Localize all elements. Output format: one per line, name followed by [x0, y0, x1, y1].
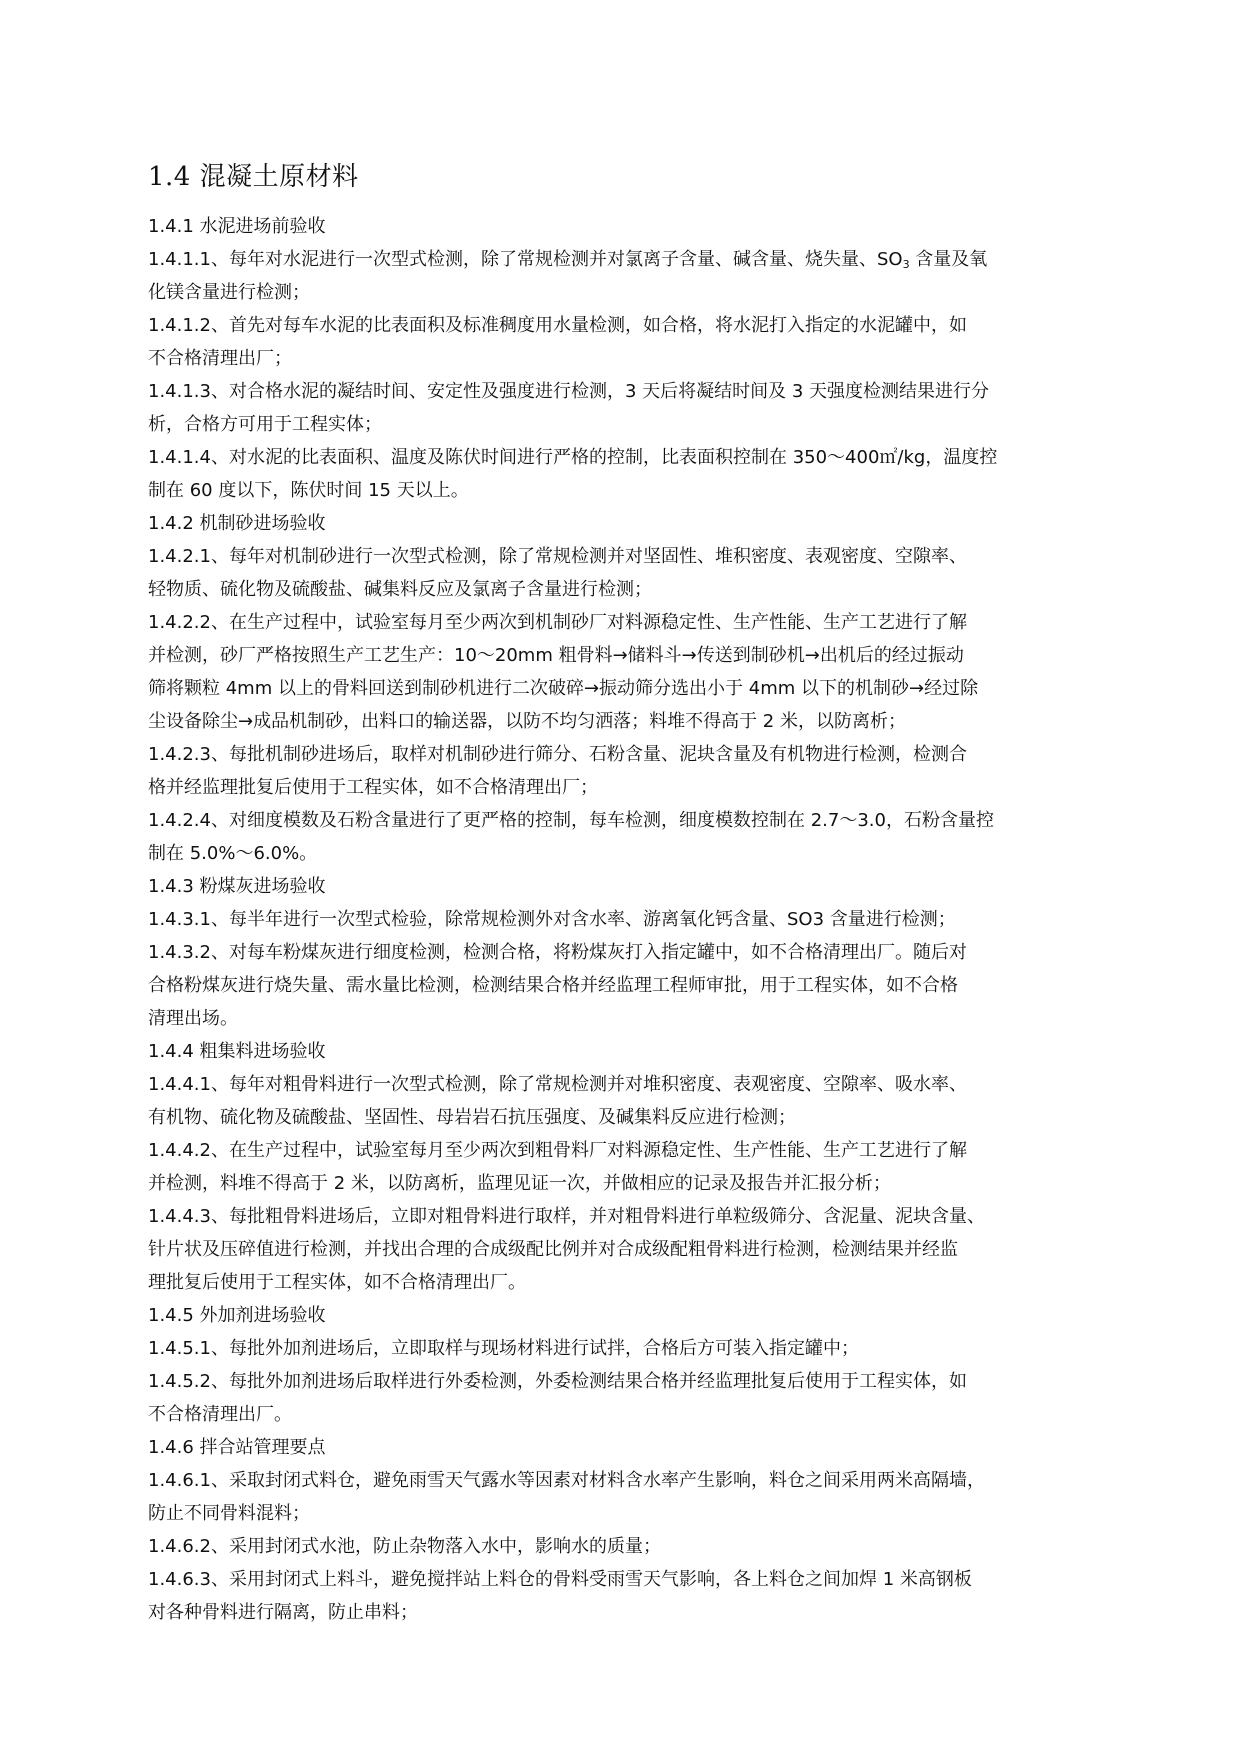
section-heading: 1.4.2 机制砂进场验收: [148, 513, 326, 534]
text-line: 格并经监理批复后使用于工程实体，如不合格清理出厂；: [148, 777, 598, 798]
text-line: 1.4.3.2、对每车粉煤灰进行细度检测，检测合格，将粉煤灰打入指定罐中，如不合格清理出厂。随后对: [148, 942, 967, 963]
text-line: 1.4.1.2、首先对每车水泥的比表面积及标准稠度用水量检测，如合格，将水泥打入指定的水泥罐中，如: [148, 315, 967, 336]
text-line: 化镁含量进行检测；: [148, 282, 310, 303]
text-line: 1.4.2.2、在生产过程中，试验室每月至少两次到机制砂厂对料源稳定性、生产性能、生产工艺进行了解: [148, 612, 967, 633]
document-body: [148, 210, 1142, 1629]
text-line: 清理出场。: [148, 1008, 238, 1029]
section-heading: 1.4.6 拌合站管理要点: [148, 1437, 326, 1458]
text-line: 并检测，砂厂严格按照生产工艺生产：10～20mm 粗骨料→储料斗→传送到制砂机→出机后的经过振动: [148, 645, 964, 666]
text-line: 防止不同骨料混料；: [148, 1503, 310, 1524]
text-line: 1.4.6.2、采用封闭式水池，防止杂物落入水中，影响水的质量；: [148, 1536, 661, 1557]
document-page: [148, 160, 1142, 1629]
text-line: [148, 243, 1142, 276]
text-line: 1.4.4.1、每年对粗骨料进行一次型式检测，除了常规检测并对堆积密度、表观密度、空隙率、吸水率、: [148, 1074, 967, 1095]
text-line: 1.4.1.4、对水泥的比表面积、温度及陈伏时间进行严格的控制，比表面积控制在 350～400㎡/kg，温度控: [148, 447, 998, 468]
text-line: 1.4.4.2、在生产过程中，试验室每月至少两次到粗骨料厂对料源稳定性、生产性能、生产工艺进行了解: [148, 1140, 967, 1161]
text-line: 不合格清理出厂；: [148, 348, 292, 369]
text-line: 尘设备除尘→成品机制砂，出料口的输送器，以防不均匀洒落；料堆不得高于 2 米，以防离析；: [148, 711, 906, 732]
text-line: 筛将颗粒 4mm 以上的骨料回送到制砂机进行二次破碎→振动筛分选出小于 4mm 以下的机制砂→经过除: [148, 678, 979, 699]
text-line: 1.4.2.3、每批机制砂进场后，取样对机制砂进行筛分、石粉含量、泥块含量及有机物进行检测，检测合: [148, 744, 967, 765]
text-line: 1.4.2.1、每年对机制砂进行一次型式检测，除了常规检测并对坚固性、堆积密度、表观密度、空隙率、: [148, 546, 967, 567]
subscript: 3: [902, 258, 910, 271]
text-line: 对各种骨料进行隔离，防止串料；: [148, 1602, 418, 1623]
text-line: 理批复后使用于工程实体，如不合格清理出厂。: [148, 1272, 526, 1293]
text-line: 1.4.1.3、对合格水泥的凝结时间、安定性及强度进行检测，3 天后将凝结时间及 3 天强度检测结果进行分: [148, 381, 990, 402]
text-line: 1.4.6.1、采取封闭式料仓，避免雨雪天气露水等因素对材料含水率产生影响，料仓之间采用两米高隔墙，: [148, 1470, 985, 1491]
text-line: 合格粉煤灰进行烧失量、需水量比检测，检测结果合格并经监理工程师审批，用于工程实体，如不合格: [148, 975, 958, 996]
text-line: 1.4.6.3、采用封闭式上料斗，避免搅拌站上料仓的骨料受雨雪天气影响，各上料仓之间加焊 1 米高钢板: [148, 1569, 972, 1590]
text-line: 1.4.4.3、每批粗骨料进场后，立即对粗骨料进行取样，并对粗骨料进行单粒级筛分、含泥量、泥块含量、: [148, 1206, 985, 1227]
text-line: 制在 5.0%～6.0%。: [148, 843, 318, 864]
text-line: 有机物、硫化物及硫酸盐、坚固性、母岩岩石抗压强度、及碱集料反应进行检测；: [148, 1107, 796, 1128]
text-line: 1.4.2.4、对细度模数及石粉含量进行了更严格的控制，每车检测，细度模数控制在 2.7～3.0，石粉含量控: [148, 810, 994, 831]
text-line: 1.4.5.1、每批外加剂进场后，立即取样与现场材料进行试拌，合格后方可装入指定罐中；: [148, 1338, 859, 1359]
section-heading: 1.4.5 外加剂进场验收: [148, 1305, 326, 1326]
section-heading: 1.4.3 粉煤灰进场验收: [148, 876, 326, 897]
text-line: 1.4.5.2、每批外加剂进场后取样进行外委检测，外委检测结果合格并经监理批复后使用于工程实体，如: [148, 1371, 967, 1392]
text-line: 不合格清理出厂。: [148, 1404, 292, 1425]
section-heading: 1.4.4 粗集料进场验收: [148, 1041, 326, 1062]
text-segment: 含量及氧: [909, 249, 988, 270]
text-line: 1.4.3.1、每半年进行一次型式检验，除常规检测外对含水率、游离氧化钙含量、SO3 含量进行检测；: [148, 909, 956, 930]
text-line: 轻物质、硫化物及硫酸盐、碱集料反应及氯离子含量进行检测；: [148, 579, 652, 600]
section-heading: 1.4.1 水泥进场前验收: [148, 216, 326, 237]
text-line: 针片状及压碎值进行检测，并找出合理的合成级配比例并对合成级配粗骨料进行检测，检测结果并经监: [148, 1239, 958, 1260]
text-line: 制在 60 度以下，陈伏时间 15 天以上。: [148, 480, 469, 501]
text-line: 并检测，料堆不得高于 2 米，以防离析，监理见证一次，并做相应的记录及报告并汇报分析；: [148, 1173, 891, 1194]
document-title: 1.4 混凝土原材料: [148, 162, 359, 192]
text-line: 析，合格方可用于工程实体；: [148, 414, 382, 435]
text-segment: 1.4.1.1、每年对水泥进行一次型式检测，除了常规检测并对氯离子含量、碱含量、烧失量、SO: [148, 249, 903, 270]
